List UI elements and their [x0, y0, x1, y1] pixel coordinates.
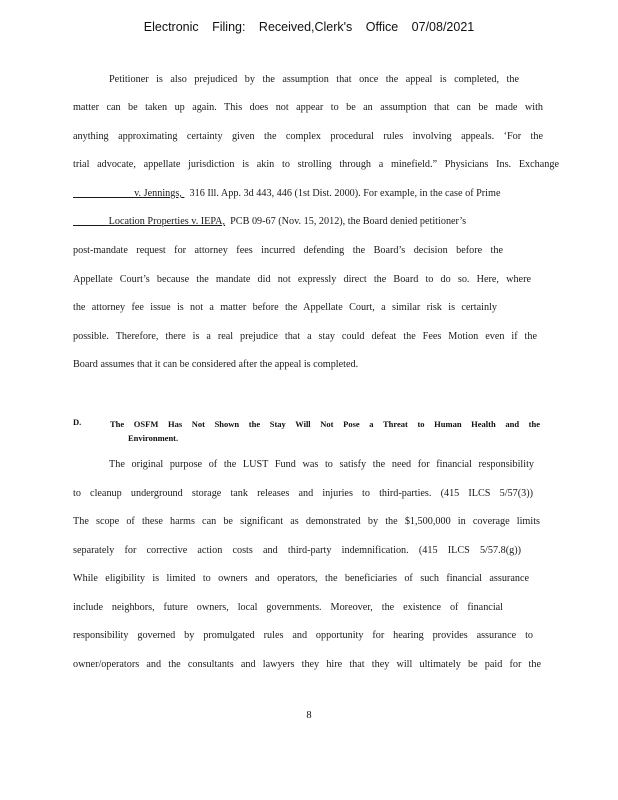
para1-line-10: possible. Therefore, there is a real prejudice that a stay could defeat the Fees Motion even if the — [73, 331, 537, 342]
para2-line-4: separately for corrective action costs and third-party indemnification. (415 ILCS 5/57.8(g)) — [73, 545, 521, 556]
para2-line-8: owner/operators and the consultants and lawyers they hire that they will ultimately be paid for the — [73, 659, 541, 670]
para1-line-7: post-mandate request for attorney fees incurred defending the Board’s decision before the — [73, 245, 503, 256]
page-number: 8 — [306, 710, 312, 721]
section-letter: D. — [73, 417, 82, 427]
citation-rest-1: 316 Ill. App. 3d 443, 446 (1st Dist. 2000). For example, in the case of Prime — [189, 188, 501, 199]
para2-line-7: responsibility governed by promulgated rules and opportunity for hearing provides assurance to — [73, 630, 533, 641]
para1-line-6 — [73, 215, 543, 229]
section-title-line-1: The OSFM Has Not Shown the Stay Will Not Pose a Threat to Human Health and the — [110, 419, 540, 429]
para1-line-2: matter can be taken up again. This does not appear to be an assumption that can be made with — [73, 102, 543, 113]
para2-line-5: While eligibility is limited to owners and operators, the beneficiaries of such financial assurance — [73, 573, 529, 584]
para1-line-9: the attorney fee issue is not a matter before the Appellate Court, a similar risk is certainly — [73, 302, 497, 313]
case-citation-jennings: v. Jennings, — [134, 188, 182, 199]
citation-rest-2: PCB 09-67 (Nov. 15, 2012), the Board denied petitioner’s — [230, 216, 467, 227]
section-title-line-2: Environment. — [128, 433, 179, 443]
para1-line-8: Appellate Court’s because the mandate did not expressly direct the Board to do so. Here, where — [73, 274, 531, 285]
para2-line-1: The original purpose of the LUST Fund was to satisfy the need for financial responsibility — [109, 459, 534, 470]
para2-line-2: to cleanup underground storage tank releases and injuries to third-parties. (415 ILCS 5/57(3)) — [73, 488, 533, 499]
para2-line-3: The scope of these harms can be significant as demonstrated by the $1,500,000 in coverage limits — [73, 516, 540, 527]
para1-line-3: anything approximating certainty given the complex procedural rules involving appeals. ‘For the — [73, 131, 543, 142]
case-citation-prime: Location Properties v. IEPA, — [108, 216, 226, 227]
para1-line-5 — [73, 187, 543, 201]
para2-line-6: include neighbors, future owners, local governments. Moreover, the existence of financial — [73, 602, 503, 613]
filing-header: Electronic Filing: Received,Clerk's Office 07/08/2021 — [143, 20, 475, 34]
para1-line-11: Board assumes that it can be considered after the appeal is completed. — [73, 359, 359, 370]
para1-line-4: trial advocate, appellate jurisdiction is akin to strolling through a minefield.” Physicians Ins. Exchange — [73, 159, 559, 170]
para1-line-1: Petitioner is also prejudiced by the assumption that once the appeal is completed, the — [109, 74, 519, 85]
